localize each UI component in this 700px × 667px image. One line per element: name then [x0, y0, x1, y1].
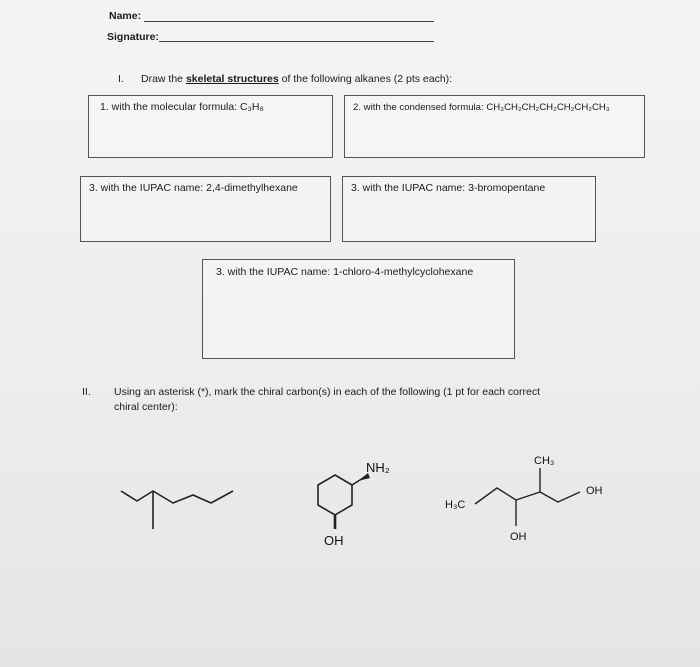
- answer-box-4[interactable]: [342, 176, 596, 242]
- oh-label: OH: [324, 533, 344, 548]
- answer-box-2[interactable]: [344, 95, 645, 158]
- molecule-2-structure: [300, 455, 410, 555]
- answer-box-5[interactable]: [202, 259, 515, 359]
- name-label: Name:: [109, 10, 142, 22]
- molecule-1-structure: [115, 475, 240, 535]
- answer-box-2-label: 2. with the condensed formula: CH₃CH₂CH₂CH₂CH₂CH₂CH₃: [353, 102, 610, 113]
- signature-line: [159, 41, 434, 42]
- nh2-label: NH₂: [366, 460, 390, 475]
- instruction-underlined: skeletal structures: [185, 73, 279, 85]
- section-2-instruction-line-2: chiral center):: [114, 401, 178, 413]
- answer-box-3[interactable]: [80, 176, 331, 242]
- signature-label: Signature:: [107, 31, 159, 43]
- section-2-instruction-line-1: Using an asterisk (*), mark the chiral carbon(s) in each of the following (1 pt for each correct: [114, 386, 541, 398]
- answer-box-1-label: 1. with the molecular formula: C₃H₈: [100, 101, 264, 113]
- instruction-pre: Draw the: [141, 73, 186, 85]
- oh-bottom-label: OH: [510, 531, 527, 543]
- answer-box-5-label: 3. with the IUPAC name: 1-chloro-4-methylcyclohexane: [216, 266, 474, 278]
- section-1-numeral: I.: [118, 73, 124, 85]
- oh-right-label: OH: [586, 485, 603, 497]
- answer-box-4-label: 3. with the IUPAC name: 3-bromopentane: [351, 182, 546, 194]
- section-2-numeral: II.: [82, 386, 91, 398]
- answer-box-1[interactable]: [88, 95, 333, 158]
- molecule-3-structure: [440, 448, 620, 548]
- name-line: [144, 21, 434, 22]
- ch3-top-label: CH₃: [534, 455, 555, 467]
- section-1-instruction: [141, 73, 452, 85]
- instruction-post: of the following alkanes (2 pts each):: [278, 73, 453, 85]
- h3c-label: H₃C: [445, 499, 466, 511]
- answer-box-3-label: 3. with the IUPAC name: 2,4-dimethylhexane: [89, 182, 298, 194]
